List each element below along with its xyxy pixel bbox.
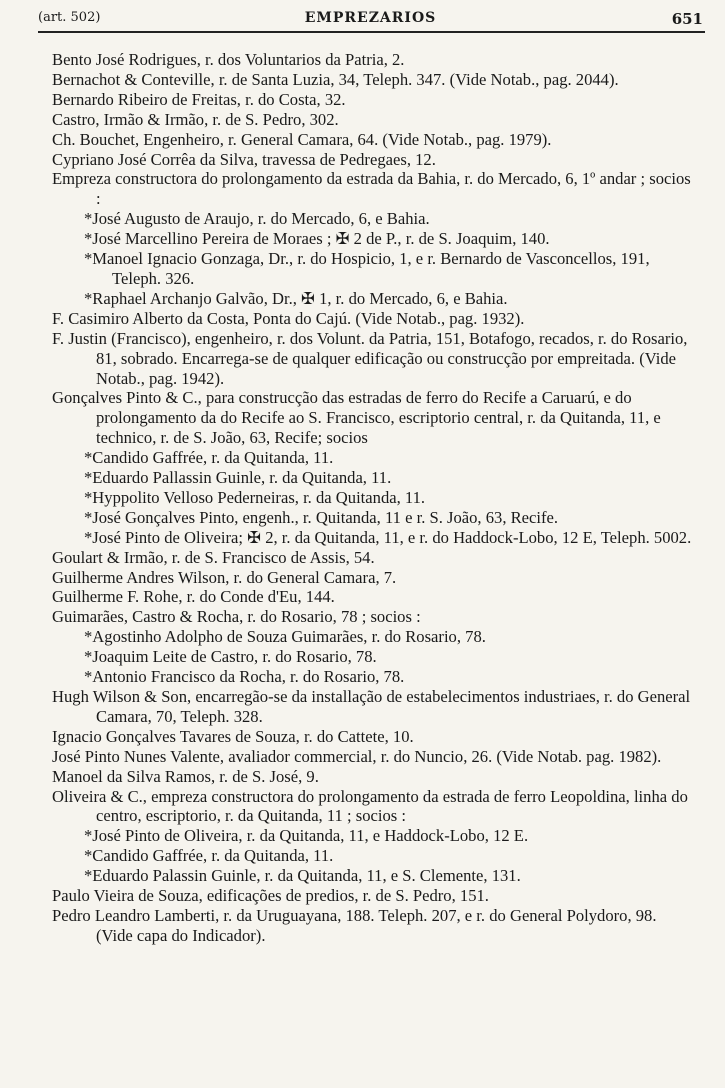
partner-line: *Manoel Ignacio Gonzaga, Dr., r. do Hospicio, 1, e r. Bernardo de Vasconcellos, 191, Teleph. 326. (84, 249, 650, 288)
partner-line: *Joaquim Leite de Castro, r. do Rosario, 78. (84, 647, 377, 667)
directory-entry: Guilherme Andres Wilson, r. do General Camara, 7. (52, 567, 397, 587)
directory-entry: Ch. Bouchet, Engenheiro, r. General Camara, 64. (Vide Notab., pag. 1979). (52, 129, 552, 149)
directory-entry: F. Justin (Francisco), engenheiro, r. dos Volunt. da Patria, 151, Botafogo, recados, r. do Rosario, 81, sobrado. Encarrega-se de qualquer edificação ou construcção por empreitada. (Vide Notab., pag. 1942). (52, 328, 688, 388)
directory-entry: Bernardo Ribeiro de Freitas, r. do Costa, 32. (52, 89, 346, 109)
directory-entry: Gonçalves Pinto & C., para construcção das estradas de ferro do Recife a Caruarú, e do prolongamento da do Recife ao S. Francisco, escriptorio central, r. da Quitanda, 11, e technico, r. de S. João, 63, Recife; socios (52, 388, 661, 448)
directory-entry: Castro, Irmão & Irmão, r. de S. Pedro, 302. (52, 109, 339, 129)
partner-line: *Candido Gaffrée, r. da Quitanda, 11. (84, 448, 334, 468)
partner-line: *José Pinto de Oliveira; ✠ 2, r. da Quitanda, 11, e r. do Haddock-Lobo, 12 E, Teleph. 5002. (84, 527, 692, 547)
section-title: EMPREZARIOS (304, 10, 437, 26)
directory-entry: Ignacio Gonçalves Tavares de Souza, r. do Cattete, 10. (52, 726, 414, 746)
article-ref: (art. 502) (38, 10, 101, 25)
directory-listing (52, 50, 697, 946)
directory-entry: Empreza constructora do prolongamento da estrada da Bahia, r. do Mercado, 6, 1º andar ; socios : (52, 169, 691, 209)
partner-line: *José Pinto de Oliveira, r. da Quitanda, 11, e Haddock-Lobo, 12 E. (84, 826, 529, 846)
directory-entry: Pedro Leandro Lamberti, r. da Uruguayana, 188. Teleph. 207, e r. do General Polydoro, 98. (Vide capa do Indicador). (52, 905, 657, 945)
directory-entry: Cypriano José Corrêa da Silva, travessa de Pedregaes, 12. (52, 149, 436, 169)
page-number: 651 (671, 10, 703, 28)
directory-entry: Goulart & Irmão, r. de S. Francisco de Assis, 54. (52, 547, 375, 567)
running-header (38, 8, 703, 30)
partner-line: *Hyppolito Velloso Pederneiras, r. da Quitanda, 11. (84, 487, 426, 507)
partner-line: *Agostinho Adolpho de Souza Guimarães, r. do Rosario, 78. (84, 627, 486, 647)
directory-entry: Hugh Wilson & Son, encarregão-se da installação de estabelecimentos industriaes, r. do General Camara, 70, Teleph. 328. (52, 687, 691, 726)
directory-entry: José Pinto Nunes Valente, avaliador commercial, r. do Nuncio, 26. (Vide Notab. pag. 1982). (52, 746, 662, 766)
directory-entry: Bento José Rodrigues, r. dos Voluntarios da Patria, 2. (52, 50, 405, 69)
partner-line: *Candido Gaffrée, r. da Quitanda, 11. (84, 846, 334, 866)
directory-entry: Manoel da Silva Ramos, r. de S. José, 9. (52, 766, 319, 786)
partner-line: *José Augusto de Araujo, r. do Mercado, 6, e Bahia. (84, 209, 430, 229)
directory-entry: Guilherme F. Rohe, r. do Conde d'Eu, 144. (52, 587, 335, 607)
partner-line: *José Gonçalves Pinto, engenh., r. Quitanda, 11 e r. S. João, 63, Recife. (84, 507, 559, 527)
partner-line: *Raphael Archanjo Galvão, Dr., ✠ 1, r. do Mercado, 6, e Bahia. (84, 288, 508, 308)
directory-entry: F. Casimiro Alberto da Costa, Ponta do Cajú. (Vide Notab., pag. 1932). (52, 308, 525, 328)
partner-line: *Antonio Francisco da Rocha, r. do Rosario, 78. (84, 667, 405, 687)
directory-entry: Bernachot & Conteville, r. de Santa Luzia, 34, Teleph. 347. (Vide Notab., pag. 2044). (52, 69, 619, 89)
directory-entry: Paulo Vieira de Souza, edificações de predios, r. de S. Pedro, 151. (52, 886, 489, 906)
partner-line: *José Marcellino Pereira de Moraes ; ✠ 2 de P., r. de S. Joaquim, 140. (84, 229, 550, 249)
directory-entry: Guimarães, Castro & Rocha, r. do Rosario, 78 ; socios : (52, 607, 421, 627)
partner-line: *Eduardo Pallassin Guinle, r. da Quitanda, 11. (84, 468, 392, 488)
header-rule (38, 31, 705, 33)
directory-entry: Oliveira & C., empreza constructora do prolongamento da estrada de ferro Leopoldina, linha do centro, escriptorio, r. da Quitanda, 11 ; socios : (52, 786, 688, 826)
partner-line: *Eduardo Palassin Guinle, r. da Quitanda, 11, e S. Clemente, 131. (84, 866, 521, 886)
